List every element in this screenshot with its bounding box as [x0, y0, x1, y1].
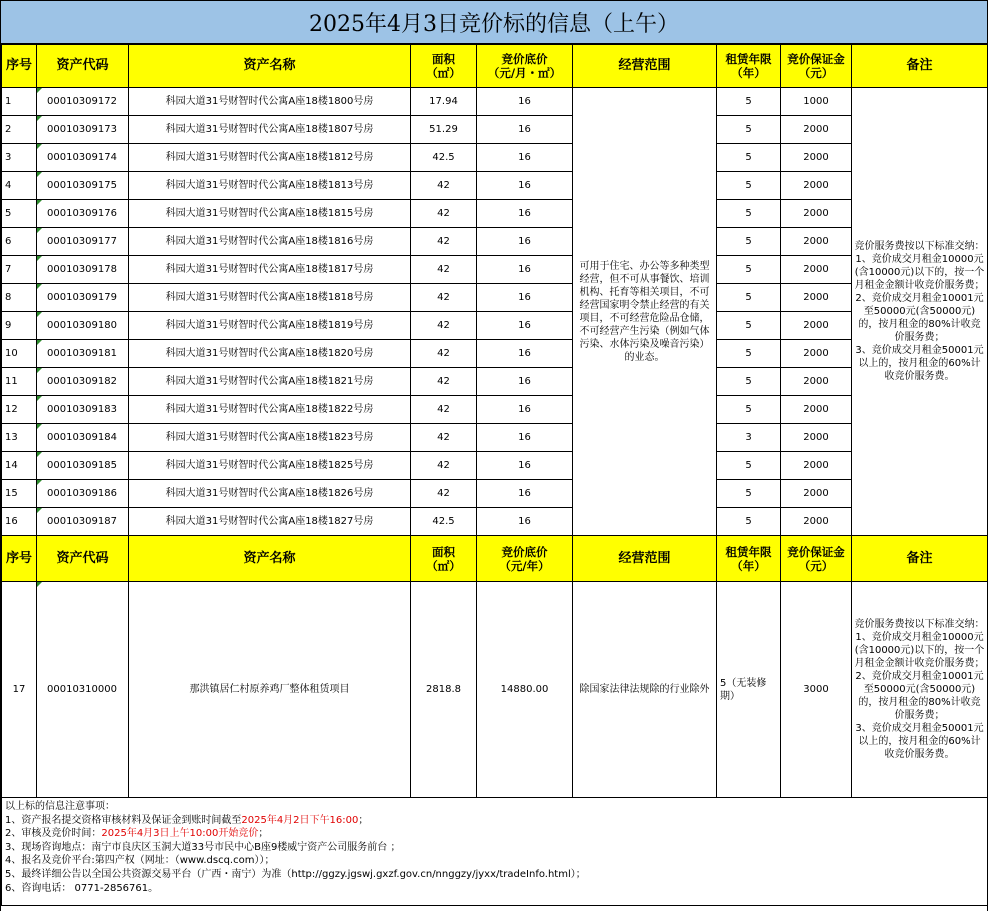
header-deposit: 竞价保证金 （元）	[781, 45, 852, 88]
cell-name: 科园大道31号财智时代公寓A座18楼1821号房	[129, 368, 411, 396]
cell-area: 42	[411, 340, 477, 368]
cell-no: 1	[2, 88, 37, 116]
cell-term: 5	[717, 284, 781, 312]
note-6: 6、咨询电话： 0771-2856761。	[5, 882, 159, 894]
cell-name: 科园大道31号财智时代公寓A座18楼1815号房	[129, 200, 411, 228]
cell-term: 5	[717, 228, 781, 256]
header-remark: 备注	[852, 536, 988, 582]
cell-name: 科园大道31号财智时代公寓A座18楼1817号房	[129, 256, 411, 284]
cell-price: 16	[477, 144, 573, 172]
cell-code: 00010309175	[37, 172, 129, 200]
cell-term: 5	[717, 172, 781, 200]
table-row	[2, 508, 988, 536]
cell-code: 00010310000	[37, 582, 129, 798]
cell-price: 16	[477, 368, 573, 396]
cell-no: 9	[2, 312, 37, 340]
table-row	[2, 116, 988, 144]
cell-price: 16	[477, 480, 573, 508]
cell-deposit: 2000	[781, 172, 852, 200]
note-3: 3、现场咨询地点：南宁市良庆区玉洞大道33号市民中心B座9楼威宁资产公司服务前台 ；	[5, 841, 401, 853]
cell-name: 科园大道31号财智时代公寓A座18楼1826号房	[129, 480, 411, 508]
table-row	[2, 88, 988, 116]
cell-name: 那洪镇居仁村原养鸡厂整体租赁项目	[129, 582, 411, 798]
cell-term: 5	[717, 256, 781, 284]
cell-price: 16	[477, 172, 573, 200]
cell-term: 5	[717, 88, 781, 116]
cell-code: 00010309177	[37, 228, 129, 256]
cell-area: 42	[411, 172, 477, 200]
cell-price: 16	[477, 424, 573, 452]
cell-name: 科园大道31号财智时代公寓A座18楼1812号房	[129, 144, 411, 172]
cell-term: 5	[717, 312, 781, 340]
table-row	[2, 582, 988, 798]
table-row	[2, 144, 988, 172]
header-price: 竞价底价 （元/月・㎡）	[477, 45, 573, 88]
cell-area: 42.5	[411, 508, 477, 536]
cell-no: 15	[2, 480, 37, 508]
cell-code: 00010309173	[37, 116, 129, 144]
cell-price: 16	[477, 312, 573, 340]
table-row	[2, 424, 988, 452]
cell-no: 12	[2, 396, 37, 424]
header-no: 序号	[2, 45, 37, 88]
cell-name: 科园大道31号财智时代公寓A座18楼1819号房	[129, 312, 411, 340]
cell-price: 16	[477, 340, 573, 368]
cell-name: 科园大道31号财智时代公寓A座18楼1800号房	[129, 88, 411, 116]
cell-scope: 可用于住宅、办公等多种类型经营，但不可从事餐饮、培训机构、托育等相关项目，不可经营国家明令禁止经营的有关项目，不可经营危险品仓储，不可经营产生污染（例如气体污染、水体污染及噪音污染）的业态。	[573, 88, 717, 536]
cell-term: 5	[717, 340, 781, 368]
table-row	[2, 200, 988, 228]
header-code: 资产代码	[37, 45, 129, 88]
cell-price: 16	[477, 256, 573, 284]
cell-no: 14	[2, 452, 37, 480]
cell-term: 5	[717, 396, 781, 424]
table-row	[2, 172, 988, 200]
cell-no: 4	[2, 172, 37, 200]
cell-term: 5	[717, 480, 781, 508]
header-remark: 备注	[852, 45, 988, 88]
cell-no: 8	[2, 284, 37, 312]
cell-deposit: 2000	[781, 396, 852, 424]
cell-name: 科园大道31号财智时代公寓A座18楼1820号房	[129, 340, 411, 368]
note-4: 4、报名及竞价平台:第四产权（网址：（www.dscq.com））；	[5, 855, 275, 867]
header-scope: 经营范围	[573, 45, 717, 88]
cell-deposit: 2000	[781, 368, 852, 396]
cell-code: 00010309182	[37, 368, 129, 396]
cell-deposit: 2000	[781, 200, 852, 228]
table-row	[2, 368, 988, 396]
cell-code: 00010309187	[37, 508, 129, 536]
cell-deposit: 2000	[781, 228, 852, 256]
header-no: 序号	[2, 536, 37, 582]
cell-deposit: 2000	[781, 312, 852, 340]
table-row	[2, 340, 988, 368]
cell-deposit: 2000	[781, 284, 852, 312]
table-row	[2, 228, 988, 256]
notes-row	[2, 798, 988, 906]
cell-no: 6	[2, 228, 37, 256]
cell-code: 00010309172	[37, 88, 129, 116]
header-area: 面积 （㎡）	[411, 536, 477, 582]
note-5: 5、最终详细公告以全国公共资源交易平台（广西・南宁）为准（http://ggzy.jgswj.gxzf.gov.cn/nnggzy/jyxx/tradeInfo.html）；	[5, 868, 586, 880]
cell-price: 16	[477, 396, 573, 424]
header-term: 租赁年限 （年）	[717, 45, 781, 88]
cell-code: 00010309176	[37, 200, 129, 228]
cell-area: 42	[411, 424, 477, 452]
cell-deposit: 2000	[781, 116, 852, 144]
cell-area: 42	[411, 480, 477, 508]
cell-deposit: 2000	[781, 144, 852, 172]
cell-code: 00010309185	[37, 452, 129, 480]
cell-term: 5	[717, 116, 781, 144]
cell-name: 科园大道31号财智时代公寓A座18楼1823号房	[129, 424, 411, 452]
cell-price: 16	[477, 228, 573, 256]
cell-price: 16	[477, 200, 573, 228]
cell-deposit: 2000	[781, 256, 852, 284]
header-price: 竞价底价 （元/年）	[477, 536, 573, 582]
cell-deposit: 2000	[781, 340, 852, 368]
cell-area: 2818.8	[411, 582, 477, 798]
header-name: 资产名称	[129, 45, 411, 88]
cell-no: 17	[2, 582, 37, 798]
cell-name: 科园大道31号财智时代公寓A座18楼1818号房	[129, 284, 411, 312]
cell-name: 科园大道31号财智时代公寓A座18楼1813号房	[129, 172, 411, 200]
cell-code: 00010309184	[37, 424, 129, 452]
table-row	[2, 256, 988, 284]
table-row	[2, 396, 988, 424]
table-row	[2, 452, 988, 480]
cell-name: 科园大道31号财智时代公寓A座18楼1822号房	[129, 396, 411, 424]
cell-no: 7	[2, 256, 37, 284]
cell-no: 10	[2, 340, 37, 368]
header-deposit: 竞价保证金 （元）	[781, 536, 852, 582]
cell-term: 5	[717, 452, 781, 480]
cell-name: 科园大道31号财智时代公寓A座18楼1816号房	[129, 228, 411, 256]
listing-table	[1, 44, 988, 906]
cell-no: 5	[2, 200, 37, 228]
note-1: 1、资产报名提交资格审核材料及保证金到账时间截至2025年4月2日下午16:00；	[5, 814, 369, 826]
cell-deposit: 2000	[781, 508, 852, 536]
cell-area: 42.5	[411, 144, 477, 172]
cell-name: 科园大道31号财智时代公寓A座18楼1807号房	[129, 116, 411, 144]
cell-code: 00010309186	[37, 480, 129, 508]
cell-deposit: 2000	[781, 452, 852, 480]
table-row	[2, 284, 988, 312]
table-header-row	[2, 536, 988, 582]
cell-code: 00010309183	[37, 396, 129, 424]
cell-name: 科园大道31号财智时代公寓A座18楼1825号房	[129, 452, 411, 480]
note-2: 2、审核及竞价时间：2025年4月3日上午10:00开始竞价；	[5, 828, 269, 840]
table-row	[2, 312, 988, 340]
cell-code: 00010309174	[37, 144, 129, 172]
cell-area: 42	[411, 368, 477, 396]
cell-remark: 竞价服务费按以下标准交纳： 1、竞价成交月租金10000元(含10000元)以下的，按一个月租金金额计收竞价服务费； 2、竞价成交月租金10001元至50000元(含50000元)的，按月租金的80%计收竞价服务费； 3、竞价成交月租金50001元以上的，按月租金的60%计收竞价服务费。	[852, 88, 988, 536]
cell-deposit: 2000	[781, 424, 852, 452]
cell-area: 42	[411, 256, 477, 284]
cell-area: 17.94	[411, 88, 477, 116]
cell-area: 42	[411, 396, 477, 424]
cell-price: 16	[477, 452, 573, 480]
cell-no: 11	[2, 368, 37, 396]
cell-scope: 除国家法律法规除的行业除外	[573, 582, 717, 798]
cell-no: 2	[2, 116, 37, 144]
cell-deposit: 1000	[781, 88, 852, 116]
cell-price: 16	[477, 508, 573, 536]
cell-price: 16	[477, 284, 573, 312]
cell-area: 42	[411, 228, 477, 256]
cell-term: 5（无装修期）	[717, 582, 781, 798]
cell-term: 5	[717, 144, 781, 172]
cell-area: 42	[411, 452, 477, 480]
cell-term: 5	[717, 508, 781, 536]
cell-code: 00010309178	[37, 256, 129, 284]
header-name: 资产名称	[129, 536, 411, 582]
cell-code: 00010309179	[37, 284, 129, 312]
header-code: 资产代码	[37, 536, 129, 582]
header-term: 租赁年限 （年）	[717, 536, 781, 582]
cell-name: 科园大道31号财智时代公寓A座18楼1827号房	[129, 508, 411, 536]
cell-area: 42	[411, 284, 477, 312]
table-header-row	[2, 45, 988, 88]
cell-price: 14880.00	[477, 582, 573, 798]
cell-area: 42	[411, 312, 477, 340]
notes	[2, 798, 988, 906]
cell-remark: 竞价服务费按以下标准交纳： 1、竞价成交月租金10000元(含10000元)以下的，按一个月租金金额计收竞价服务费； 2、竞价成交月租金10001元至50000元(含50000元)的，按月租金的80%计收竞价服务费； 3、竞价成交月租金50001元以上的，按月租金的60%计收竞价服务费。	[852, 582, 988, 798]
cell-deposit: 2000	[781, 480, 852, 508]
cell-no: 13	[2, 424, 37, 452]
table-row	[2, 480, 988, 508]
header-area: 面积 （㎡）	[411, 45, 477, 88]
cell-area: 51.29	[411, 116, 477, 144]
cell-code: 00010309180	[37, 312, 129, 340]
cell-term: 5	[717, 200, 781, 228]
cell-no: 3	[2, 144, 37, 172]
cell-term: 5	[717, 368, 781, 396]
cell-no: 16	[2, 508, 37, 536]
cell-term: 3	[717, 424, 781, 452]
cell-area: 42	[411, 200, 477, 228]
cell-code: 00010309181	[37, 340, 129, 368]
header-scope: 经营范围	[573, 536, 717, 582]
notes-heading: 以上标的信息注意事项：	[5, 801, 115, 812]
page-title: 2025年4月3日竞价标的信息（上午）	[1, 0, 987, 44]
cell-price: 16	[477, 88, 573, 116]
cell-deposit: 3000	[781, 582, 852, 798]
cell-price: 16	[477, 116, 573, 144]
